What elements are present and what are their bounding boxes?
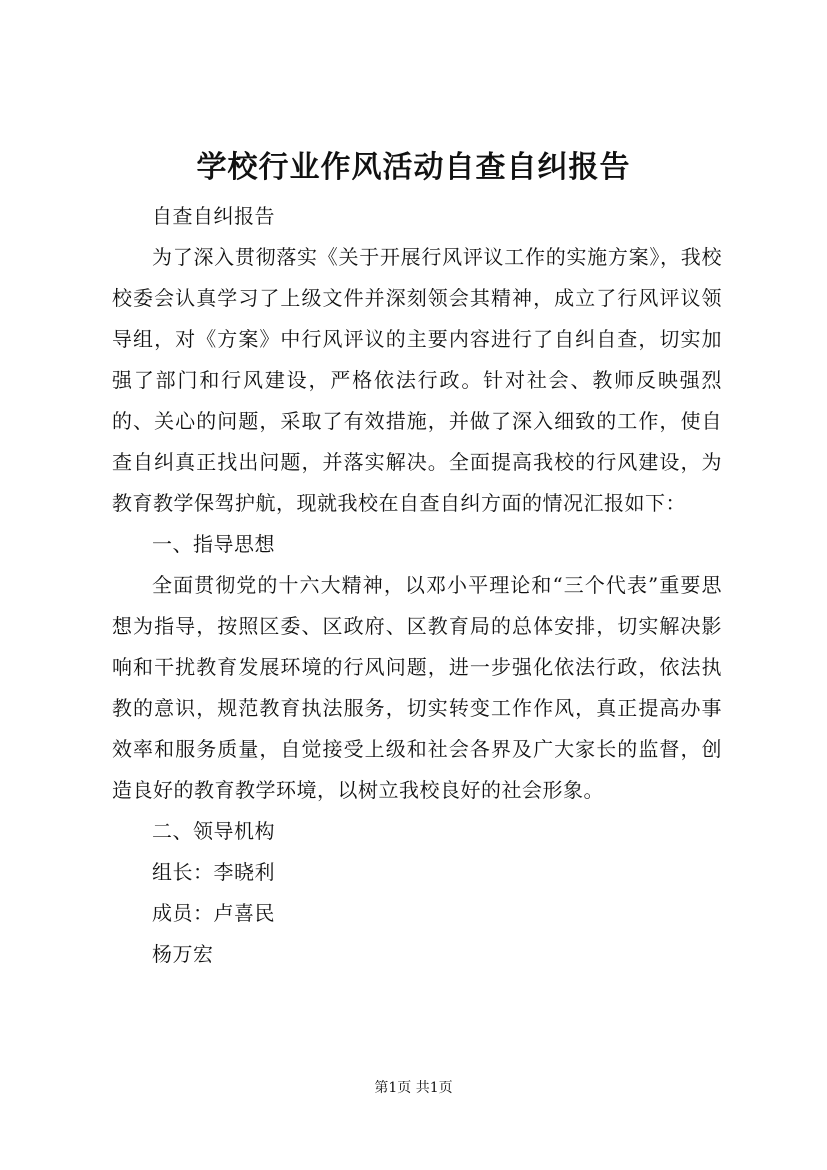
document-title: 学校行业作风活动自查自纠报告 (196, 150, 631, 185)
page-footer: 第1页 共1页 (374, 1080, 453, 1096)
subtitle-paragraph: 自查自纠报告 (152, 204, 275, 228)
section-heading-leadership: 二、领导机构 (152, 819, 275, 843)
member-line-2: 杨万宏 (152, 942, 214, 966)
intro-paragraph: 为了深入贯彻落实《关于开展行风评议工作的实施方案》，我校校委会认真学习了上级文件并深刻领会其精神，成立了行风评议领导组，对《方案》中行风评议的主要内容进行了自纠自查，切实加强了部门和行风建设，严格依法行政。针对社会、教师反映强烈的、关心的问题，采取了有效措施，并做了深入细致的工作，使自查自纠真正找出问题，并落实解决。全面提高我校的行风建设，为教育教学保驾护航，现就我校在自查自纠方面的情况汇报如下： (112, 245, 722, 515)
leader-line: 组长：李晓利 (152, 860, 275, 884)
member-line: 成员：卢喜民 (152, 901, 275, 925)
guiding-ideology-paragraph: 全面贯彻党的十六大精神，以邓小平理论和“三个代表”重要思想为指导，按照区委、区政府、区教育局的总体安排，切实解决影响和干扰教育发展环境的行风问题，进一步强化依法行政，依法执教的意识，规范教育执法服务，切实转变工作作风，真正提高办事效率和服务质量，自觉接受上级和社会各界及广大家长的监督，创造良好的教育教学环境，以树立我校良好的社会形象。 (112, 573, 722, 802)
section-heading-guiding-ideology: 一、指导思想 (152, 532, 275, 556)
document-body (112, 196, 722, 975)
